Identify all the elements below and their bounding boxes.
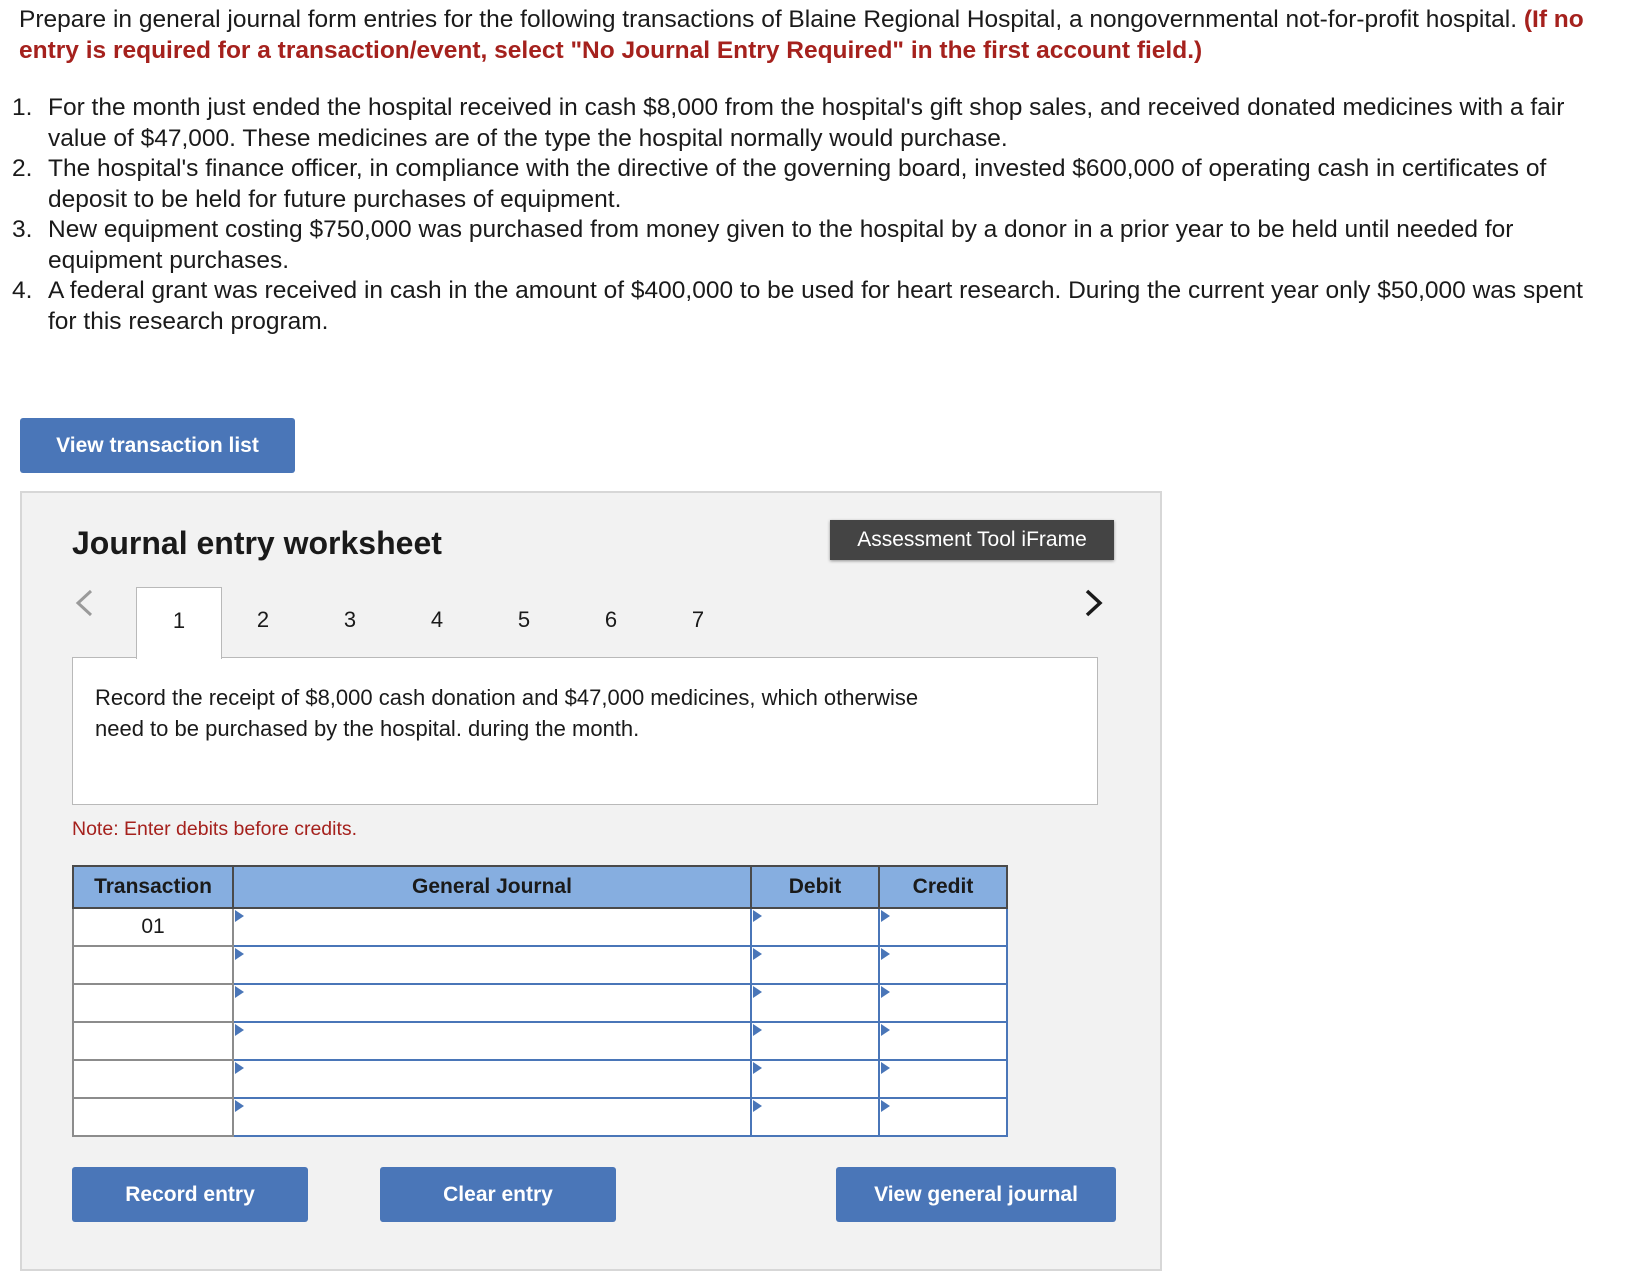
worksheet-title: Journal entry worksheet	[72, 525, 442, 561]
account-select[interactable]	[233, 984, 751, 1022]
tab-7[interactable]: 7	[691, 607, 705, 632]
transaction-number	[73, 946, 233, 984]
list-item-text: The hospital's finance officer, in compliance with the directive of the governing board, invested $600,000 of operating cash in certificates of deposit to be held for future purchases of equipment.	[48, 155, 1547, 213]
credit-input[interactable]	[879, 908, 1007, 946]
list-item-number: 3.	[12, 216, 33, 243]
header-general-journal: General Journal	[233, 866, 751, 908]
table-header-row	[73, 866, 1007, 908]
transaction-number	[73, 1060, 233, 1098]
chevron-left-icon	[72, 588, 96, 618]
credit-input[interactable]	[879, 1098, 1007, 1136]
account-select[interactable]	[233, 1060, 751, 1098]
list-item-number: 4.	[12, 277, 33, 304]
table-row	[73, 1098, 1007, 1136]
list-item-text: A federal grant was received in cash in the amount of $400,000 to be used for heart research. During the current year only $50,000 was spent for this research program.	[48, 277, 1583, 335]
list-item-number: 2.	[12, 155, 33, 182]
next-arrow-icon[interactable]	[1082, 588, 1106, 618]
transaction-number: 01	[73, 908, 233, 946]
transaction-number	[73, 1098, 233, 1136]
credit-input[interactable]	[879, 984, 1007, 1022]
view-general-journal-button[interactable]: View general journal	[836, 1167, 1116, 1222]
table-row	[73, 1060, 1007, 1098]
tab-2[interactable]: 2	[256, 607, 270, 632]
record-entry-button[interactable]: Record entry	[72, 1167, 308, 1222]
tab-6[interactable]: 6	[604, 607, 618, 632]
list-item	[0, 93, 1610, 154]
entry-prompt-text: Record the receipt of $8,000 cash donation and $47,000 medicines, which otherwise need to be purchased by the hospital. during the month.	[95, 685, 919, 741]
debit-input[interactable]	[751, 946, 879, 984]
table-row	[73, 908, 1007, 946]
account-select[interactable]	[233, 1022, 751, 1060]
entry-prompt	[72, 657, 1098, 805]
instructions-emphasis: (If no entry is required for a transaction/event, select "No Journal Entry Required" in the first account field.)	[19, 6, 1584, 64]
instructions-text: Prepare in general journal form entries for the following transactions of Blaine Regional Hospital, a nongovernmental not-for-profit hospital.	[19, 6, 1518, 33]
credit-input[interactable]	[879, 1060, 1007, 1098]
account-select[interactable]	[233, 908, 751, 946]
debit-input[interactable]	[751, 984, 879, 1022]
previous-arrow-icon[interactable]	[72, 588, 96, 618]
list-item-number: 1.	[12, 94, 33, 121]
account-select[interactable]	[233, 1098, 751, 1136]
tab-3[interactable]: 3	[343, 607, 357, 632]
view-transaction-list-button[interactable]: View transaction list	[20, 418, 295, 473]
transaction-number	[73, 1022, 233, 1060]
credit-input[interactable]	[879, 1022, 1007, 1060]
chevron-right-icon	[1082, 588, 1106, 618]
header-debit: Debit	[751, 866, 879, 908]
list-item	[0, 154, 1610, 215]
debit-input[interactable]	[751, 1060, 879, 1098]
credit-input[interactable]	[879, 946, 1007, 984]
list-item	[0, 215, 1610, 276]
debit-input[interactable]	[751, 1098, 879, 1136]
table-row	[73, 1022, 1007, 1060]
instructions	[19, 4, 1599, 66]
list-item	[0, 276, 1610, 337]
journal-table	[72, 865, 1008, 1137]
list-item-text: For the month just ended the hospital received in cash $8,000 from the hospital's gift shop sales, and received donated medicines with a fair value of $47,000. These medicines are of the type the hospital normally would purchase.	[48, 94, 1565, 152]
debit-input[interactable]	[751, 908, 879, 946]
journal-entry-worksheet	[20, 491, 1162, 1271]
tab-1[interactable]: 1	[136, 587, 222, 659]
list-item-text: New equipment costing $750,000 was purchased from money given to the hospital by a donor in a prior year to be held until needed for equipment purchases.	[48, 216, 1514, 274]
tab-5[interactable]: 5	[517, 607, 531, 632]
transaction-number	[73, 984, 233, 1022]
assessment-tool-badge: Assessment Tool iFrame	[830, 520, 1114, 560]
account-select[interactable]	[233, 946, 751, 984]
tab-4[interactable]: 4	[430, 607, 444, 632]
transaction-list	[0, 93, 1610, 337]
debit-credit-note: Note: Enter debits before credits.	[72, 818, 358, 840]
table-row	[73, 984, 1007, 1022]
header-transaction: Transaction	[73, 866, 233, 908]
header-credit: Credit	[879, 866, 1007, 908]
debit-input[interactable]	[751, 1022, 879, 1060]
table-row	[73, 946, 1007, 984]
clear-entry-button[interactable]: Clear entry	[380, 1167, 616, 1222]
